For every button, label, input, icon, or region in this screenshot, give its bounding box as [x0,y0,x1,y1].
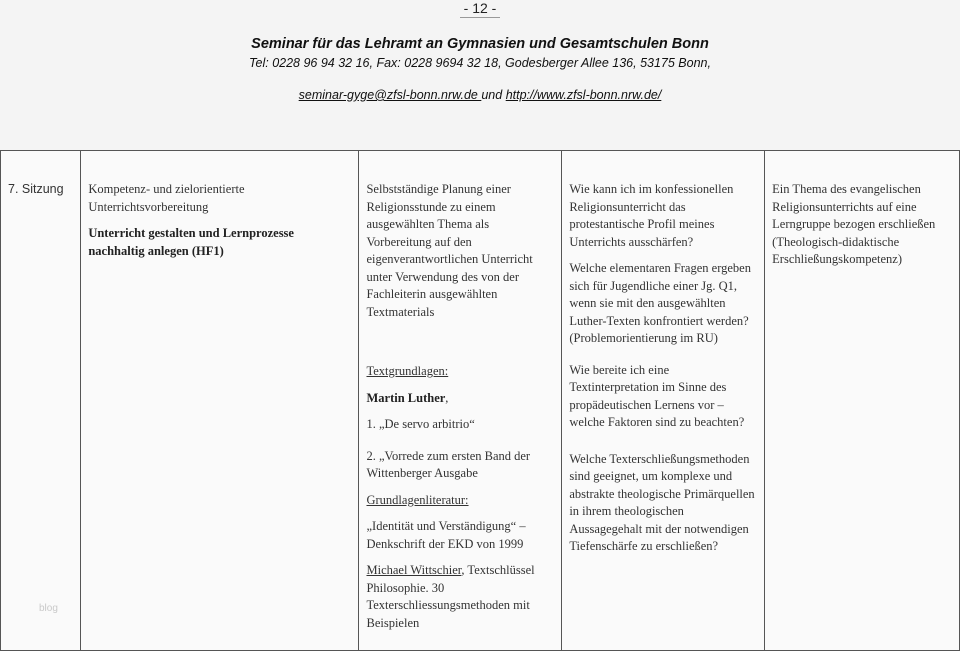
questions-cell [562,151,765,651]
text-item-1 [366,416,555,434]
question-3: Wie bereite ich eine Textinterpretation im Sinne des propädeutischen Lernens vor – welche Faktoren sind zu beachten? [569,362,745,429]
author-comma: , [445,390,449,405]
textgrundlagen-heading: Textgrundlagen: [366,364,449,378]
email-link[interactable]: seminar-gyge@zfsl-bonn.nrw.de [298,88,482,102]
table-row [1,151,960,651]
author-name: Martin Luther [366,390,446,405]
task-intro: Selbstständige Planung einer Religionsstunde zu einem ausgewählten Thema als Vorbereitung auf den eigenverantwortlichen Unterricht unter Verwendung des von der Fachleiterin ausgewählten Textmaterials [366,182,533,319]
literature-item-1: „Identität und Verständigung“ – Denkschrift der EKD von 1999 [366,519,526,551]
question-2: Welche elementaren Fragen ergeben sich für Jugendliche einer Jg. Q1, wenn sie mit den ausgewählten Luther-Texten konfrontiert werden? (Problemorientierung im RU) [569,261,751,345]
watermark: blog [39,603,58,614]
question-4: Welche Texterschließungsmethoden sind geeignet, um komplexe und abstrakte theologische Primärquellen in ihrem theologischen Aussagegehalt mit der notwendigen Tiefenschärfe zu erschließen? [569,451,755,553]
question-1: Wie kann ich im konfessionellen Religionsunterricht das protestantische Profil meines Unterrichts ausschärfen? [569,182,734,249]
website-link[interactable]: http://www.zfsl-bonn.nrw.de/ [505,88,662,102]
competence-field: Unterricht gestalten und Lernprozesse nachhaltig anlegen (HF1) [88,226,294,258]
literature-title: , Textschlüssel Philosophie. 30 Texterschliessungsmethoden mit Beispielen [366,563,535,630]
header-links [0,88,960,102]
literature-item-2 [366,562,555,632]
session-plan-table [0,150,960,651]
page-number-text: - 12 - [463,0,497,16]
links-and: und [481,88,506,102]
goal-cell [765,151,960,651]
header-title: Seminar für das Lehramt an Gymnasien und Gesamtschulen Bonn [251,36,709,52]
competence-text: Kompetenz- und zielorientierte Unterrichtsvorbereitung [88,182,245,214]
grundlagenliteratur-heading: Grundlagenliteratur: [366,492,469,507]
header-contact: Tel: 0228 96 94 32 16, Fax: 0228 9694 32 18, Godesberger Allee 136, 53175 Bonn, [249,56,711,70]
text-item-2: 2. „Vorrede zum ersten Band der Wittenberger Ausgabe [366,448,531,480]
task-cell [359,151,562,651]
document-header [0,36,960,102]
author-line [366,390,555,408]
session-label: 7. Sitzung [8,182,64,196]
goal-text: Ein Thema des evangelischen Religionsunterrichts auf eine Lerngruppe bezogen erschließen (Theologisch-didaktische Erschließungskompetenz) [772,182,936,266]
literature-author: Michael Wittschier [366,563,462,577]
session-cell [1,151,81,651]
page-number-divider [460,17,500,18]
competence-cell [81,151,359,651]
page-number [0,0,960,18]
text-item-1-text: 1. „De servo arbitrio“ [366,417,475,431]
